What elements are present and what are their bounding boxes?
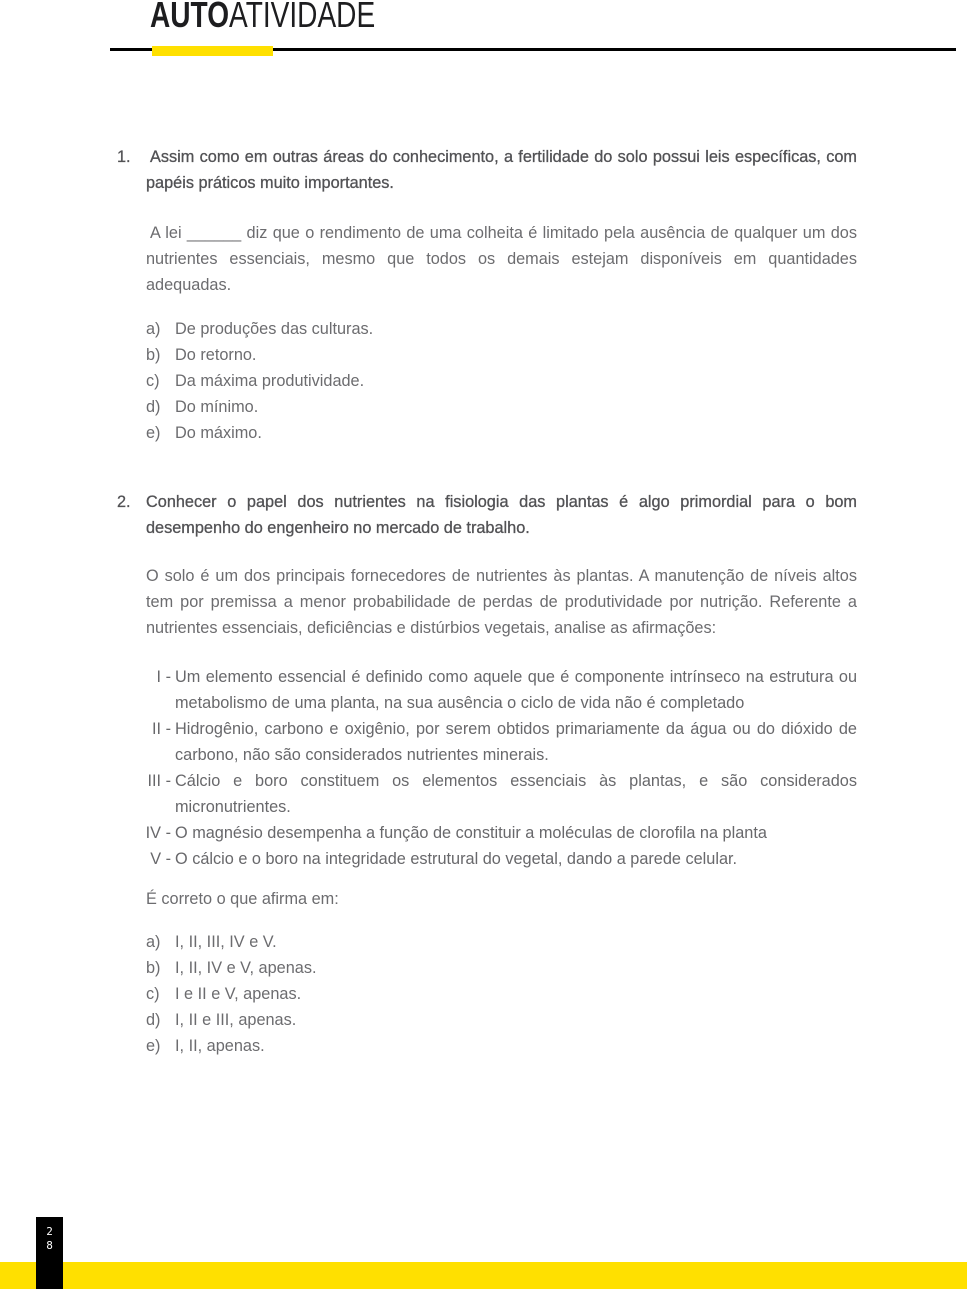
- statement-label: III -: [147, 772, 171, 790]
- question-1-intro: Assim como em outras áreas do conhecimento, a fertilidade do solo possui leis específicas, com papéis práticos muito importantes.: [146, 148, 857, 192]
- statement-label: V -: [150, 850, 171, 868]
- option-text: Do máximo.: [175, 424, 262, 442]
- page-content: [117, 144, 857, 1059]
- option-letter: a): [146, 320, 161, 338]
- option-letter: a): [146, 933, 161, 951]
- statement-text: O cálcio e o boro na integridade estrutural do vegetal, dando a parede celular.: [175, 850, 738, 868]
- option-letter: b): [146, 959, 161, 977]
- option-text: Do retorno.: [175, 346, 257, 364]
- page-number-digit: 8: [46, 1239, 53, 1252]
- question-1-options: [146, 316, 857, 446]
- option-text: I, II, IV e V, apenas.: [175, 959, 317, 977]
- option-letter: e): [146, 424, 161, 442]
- title-bold-part: AUTO: [150, 0, 230, 35]
- option-text: I, II e III, apenas.: [175, 1011, 297, 1029]
- option-text: Do mínimo.: [175, 398, 259, 416]
- option-row: [146, 420, 857, 446]
- footer-accent-bar: [0, 1262, 967, 1289]
- option-row: [146, 981, 857, 1007]
- page-number-badge: [36, 1217, 63, 1289]
- option-letter: d): [146, 1011, 161, 1029]
- option-letter: c): [146, 985, 160, 1003]
- option-row: [146, 394, 857, 420]
- question-2-paragraph: O solo é um dos principais fornecedores de nutrientes às plantas. A manutenção de níveis altos tem por premissa a menor probabilidade de perdas de produtividade por nutrição. Referente a nutrientes essenciais, deficiências e distúrbios vegetais, analise as afirmações:: [146, 567, 857, 637]
- statement-text: O magnésio desempenha a função de constituir a moléculas de clorofila na planta: [175, 824, 767, 842]
- statement-row: [141, 820, 857, 846]
- question-2: [117, 489, 857, 1059]
- statement-row: [141, 664, 857, 716]
- question-2-statements: [141, 664, 857, 872]
- question-1-number: 1.: [117, 148, 131, 166]
- statement-row: [141, 768, 857, 820]
- statement-label: IV -: [145, 824, 171, 842]
- statement-row: [141, 716, 857, 768]
- option-text: I, II, apenas.: [175, 1037, 265, 1055]
- option-letter: e): [146, 1037, 161, 1055]
- option-text: De produções das culturas.: [175, 320, 374, 338]
- question-2-number: 2.: [117, 493, 131, 511]
- option-row: [146, 342, 857, 368]
- option-text: I e II e V, apenas.: [175, 985, 302, 1003]
- option-row: [146, 1007, 857, 1033]
- statement-text: Um elemento essencial é definido como aquele que é componente intrínseco na estrutura ou metabolismo de uma planta, na sua ausência o ciclo de vida não é completado: [175, 668, 857, 712]
- question-1-paragraph: A lei ______ diz que o rendimento de uma colheita é limitado pela ausência de qualquer um dos nutrientes essenciais, mesmo que todos os demais estejam disponíveis em quantidades adequadas.: [146, 224, 857, 294]
- statement-label: I -: [156, 668, 171, 686]
- option-row: [146, 368, 857, 394]
- question-1: [117, 144, 857, 446]
- option-row: [146, 1033, 857, 1059]
- question-2-options: [146, 929, 857, 1059]
- statement-text: Cálcio e boro constituem os elementos essenciais às plantas, e são considerados micronutrientes.: [175, 772, 857, 816]
- page-number-digit: 2: [46, 1225, 53, 1238]
- statement-label: II -: [152, 720, 171, 738]
- statement-row: [141, 846, 857, 872]
- page-title: [150, 0, 375, 34]
- question-2-closing: É correto o que afirma em:: [146, 890, 339, 908]
- option-text: I, II, III, IV e V.: [175, 933, 277, 951]
- option-letter: d): [146, 398, 161, 416]
- question-1-body: [146, 144, 857, 446]
- header-rule-highlight: [152, 46, 273, 56]
- option-row: [146, 955, 857, 981]
- option-row: [146, 316, 857, 342]
- title-regular-part: ATIVIDADE: [229, 0, 376, 35]
- option-row: [146, 929, 857, 955]
- option-letter: b): [146, 346, 161, 364]
- statement-text: Hidrogênio, carbono e oxigênio, por serem obtidos primariamente da água ou do dióxido de carbono, não são considerados nutrientes minerais.: [175, 720, 857, 764]
- question-2-intro: Conhecer o papel dos nutrientes na fisiologia das plantas é algo primordial para o bom desempenho do engenheiro no mercado de trabalho.: [146, 493, 857, 537]
- question-2-body: [146, 489, 857, 1059]
- option-text: Da máxima produtividade.: [175, 372, 365, 390]
- option-letter: c): [146, 372, 160, 390]
